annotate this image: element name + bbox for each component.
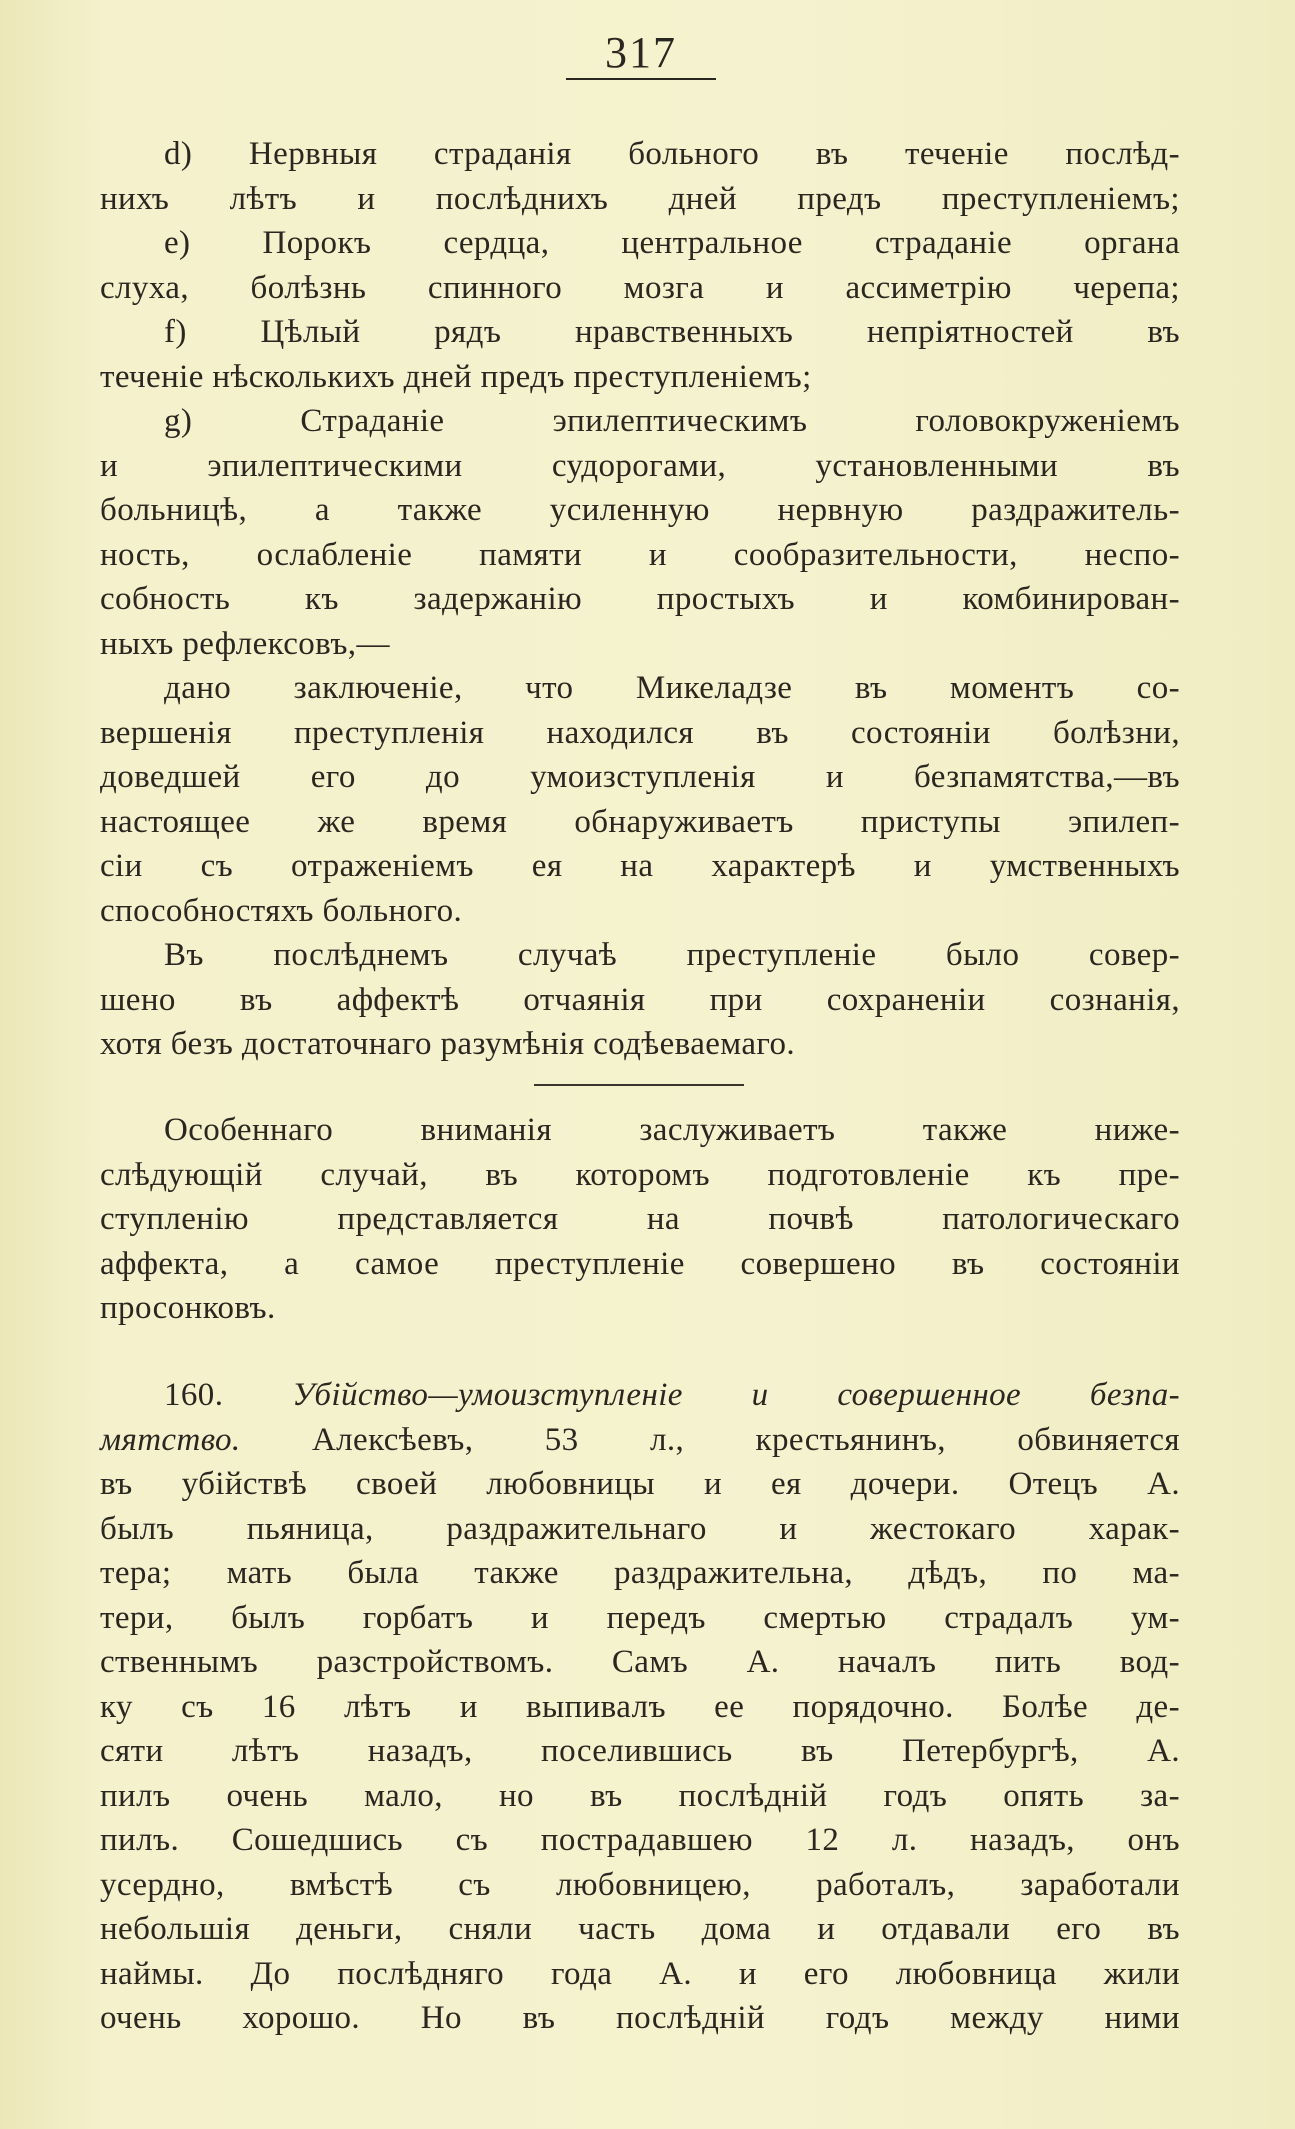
text-line: шено въ аффектѣ отчаянія при сохраненіи сознанія, [100, 981, 1180, 1018]
text-line: слуха, болѣзнь спинного мозга и ассиметрію черепа; [100, 269, 1180, 306]
text-line: наймы. До послѣдняго года А. и его любовница жили [100, 1955, 1180, 1992]
text-line: способностяхъ больного. [100, 892, 463, 929]
text-line: былъ пьяница, раздражительнаго и жестокаго харак- [100, 1510, 1180, 1547]
text-line: сіи съ отраженіемъ ея на характерѣ и умственныхъ [100, 848, 1180, 884]
text-line: доведшей его до умоизступленія и безпамятства,—въ [100, 759, 1180, 795]
text-line: теченіе нѣсколькихъ дней предъ преступленіемъ; [100, 358, 812, 395]
text-line: g) Страданіе эпилептическимъ головокруженіемъ [164, 403, 1180, 439]
paragraph-block-2 [100, 1108, 1180, 1331]
case-heading-line-2 [100, 1418, 1180, 1463]
text-line: пилъ очень мало, но въ послѣдній годъ опять за- [100, 1777, 1180, 1814]
text-line: аффекта, а самое преступленіе совершено въ состояніи [100, 1245, 1180, 1282]
text-line: пилъ. Сошедшись съ пострадавшею 12 л. назадъ, онъ [100, 1822, 1180, 1858]
text-line: f) Цѣлый рядъ нравственныхъ непріятностей въ [164, 314, 1180, 350]
text-line: ныхъ рефлексовъ,— [100, 625, 390, 662]
text-line: просонковъ. [100, 1290, 276, 1326]
text-line: усердно, вмѣстѣ съ любовницею, работалъ, заработали [100, 1866, 1180, 1903]
text-line: тера; мать была также раздражительна, дѣдъ, по ма- [100, 1555, 1180, 1591]
text-fragment: Алексѣевъ, 53 л., крестьянинъ, обвиняется [240, 1421, 1180, 1458]
text-line: d) Нервныя страданія больного въ теченіе послѣд- [164, 136, 1180, 172]
case-heading-continued: мятство. [100, 1421, 241, 1458]
text-line: нихъ лѣтъ и послѣднихъ дней предъ преступленіемъ; [100, 180, 1180, 217]
text-line: ность, ослабленіе памяти и сообразительности, неспо- [100, 536, 1180, 573]
case-heading: Убійство—умоизступленіе и совершенное безпа- [292, 1377, 1181, 1413]
text-line: сяти лѣтъ назадъ, поселившись въ Петербургѣ, А. [100, 1733, 1180, 1769]
text-line: e) Порокъ сердца, центральное страданіе органа [164, 225, 1180, 261]
page-number-rule [566, 78, 716, 80]
page-number: 317 [605, 28, 677, 77]
text-line: тери, былъ горбатъ и передъ смертью страдалъ ум- [100, 1599, 1180, 1636]
case-heading-line [100, 1373, 1180, 1418]
text-line: ступленію представляется на почвѣ патологическаго [100, 1201, 1180, 1237]
text-line: ственнымъ разстройствомъ. Самъ А. началъ пить вод- [100, 1644, 1180, 1680]
section-divider [534, 1084, 744, 1086]
text-line: небольшія деньги, сняли часть дома и отдавали его въ [100, 1911, 1180, 1947]
text-line: очень хорошо. Но въ послѣдній годъ между ними [100, 2000, 1180, 2036]
text-line: ку съ 16 лѣтъ и выпивалъ ее порядочно. Болѣе де- [100, 1688, 1180, 1725]
text-line: настоящее же время обнаруживаетъ приступы эпилеп- [100, 803, 1180, 840]
text-line: Въ послѣднемъ случаѣ преступленіе было совер- [164, 937, 1180, 973]
text-line: Особеннаго вниманія заслуживаетъ также ниже- [164, 1112, 1180, 1148]
text-line: хотя безъ достаточнаго разумѣнія содѣеваемаго. [100, 1026, 796, 1062]
text-line: въ убійствѣ своей любовницы и ея дочери. Отецъ А. [100, 1466, 1180, 1502]
case-number: 160. [164, 1377, 224, 1413]
paragraph-block-1 [100, 132, 1180, 1067]
text-line: собность къ задержанію простыхъ и комбинирован- [100, 581, 1180, 617]
text-line: вершенія преступленія находился въ состояніи болѣзни, [100, 714, 1180, 751]
text-line: слѣдующій случай, въ которомъ подготовленіе къ пре- [100, 1156, 1180, 1193]
text-line: и эпилептическими судорогами, установленными въ [100, 447, 1180, 484]
text-line: больницѣ, а также усиленную нервную раздражитель- [100, 492, 1180, 528]
text-line: дано заключеніе, что Микеладзе въ моментъ со- [164, 670, 1180, 706]
paragraph-block-3 [100, 1373, 1180, 2041]
